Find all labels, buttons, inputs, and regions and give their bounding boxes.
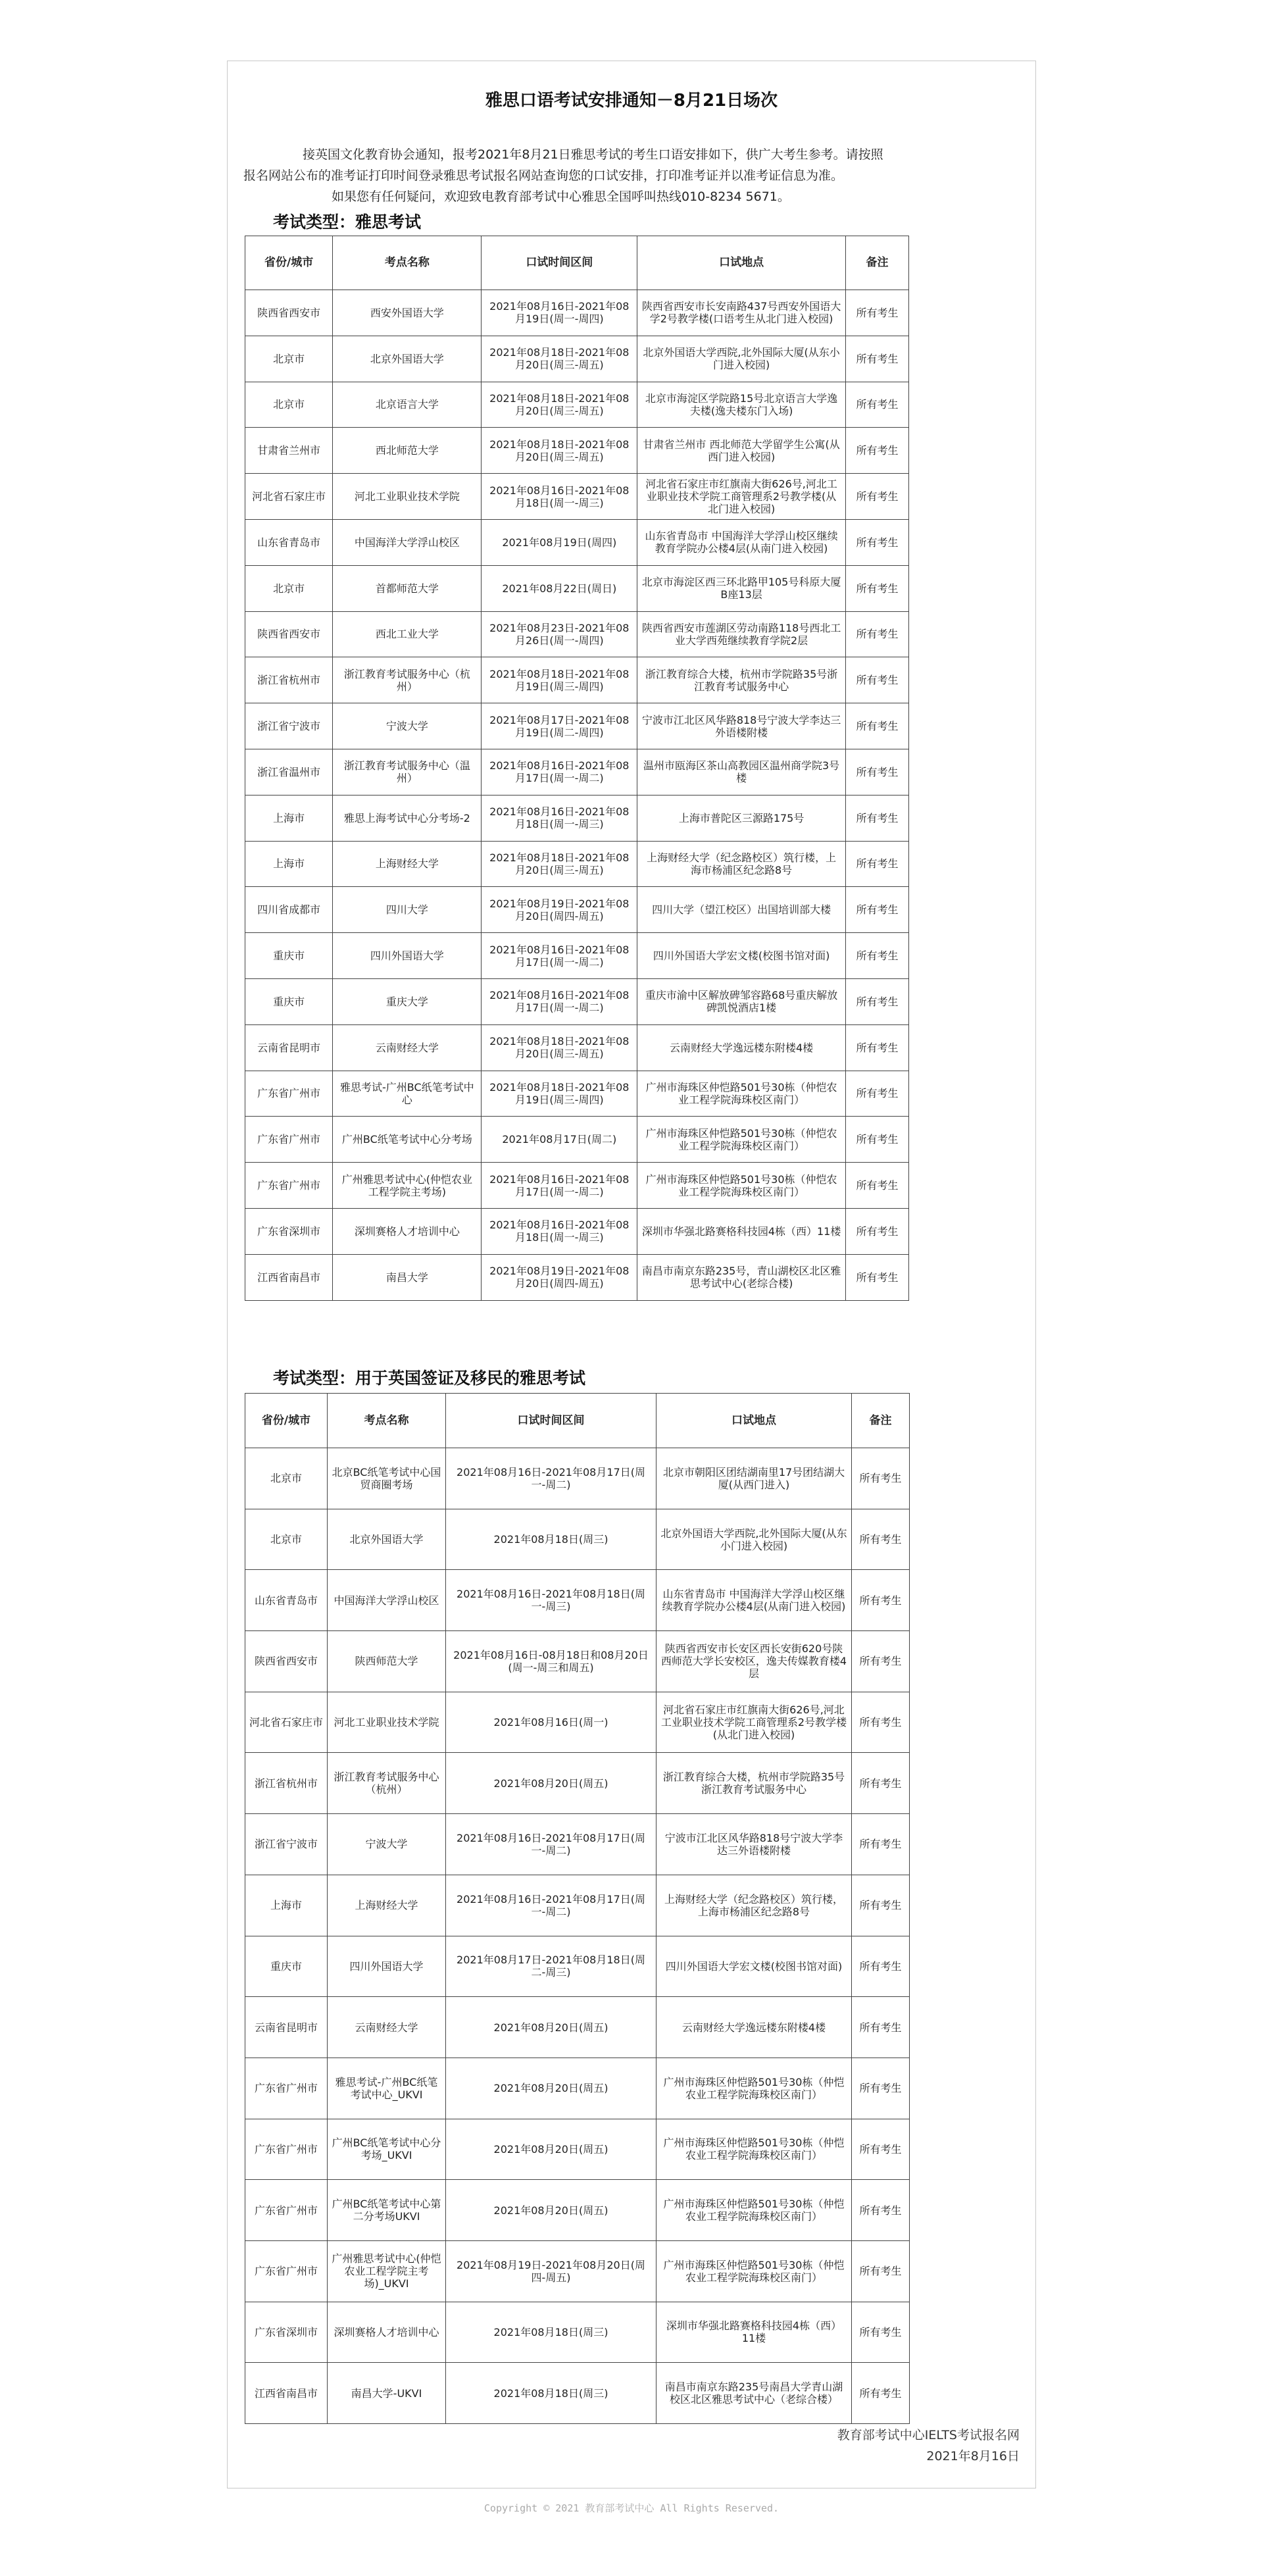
cell-location: 深圳市华强北路赛格科技园4栋（西）11楼 xyxy=(656,2302,852,2363)
cell-note: 所有考生 xyxy=(852,1448,910,1509)
table-row xyxy=(245,1631,910,1692)
cell-note: 所有考生 xyxy=(845,841,908,887)
cell-venue-name: 中国海洋大学浮山校区 xyxy=(328,1570,446,1631)
cell-location: 甘肃省兰州市 西北师范大学留学生公寓(从西门进入校园) xyxy=(637,428,846,474)
cell-note: 所有考生 xyxy=(852,1570,910,1631)
cell-time-range: 2021年08月16日-08月18日和08月20日(周一-周三和周五) xyxy=(446,1631,656,1692)
table-header-row xyxy=(245,1394,910,1448)
cell-venue-name: 西北师范大学 xyxy=(333,428,482,474)
cell-province-city: 重庆市 xyxy=(245,978,333,1024)
cell-time-range: 2021年08月18日(周三) xyxy=(446,1509,656,1570)
cell-time-range: 2021年08月18日-2021年08月20日(周三-周五) xyxy=(482,336,637,382)
cell-time-range: 2021年08月22日(周日) xyxy=(482,565,637,611)
cell-venue-name: 广州雅思考试中心(仲恺农业工程学院主考场) xyxy=(333,1163,482,1209)
cell-venue-name: 宁波大学 xyxy=(333,703,482,749)
cell-location: 宁波市江北区风华路818号宁波大学李达三外语楼附楼 xyxy=(656,1814,852,1875)
cell-time-range: 2021年08月18日-2021年08月19日(周三-周四) xyxy=(482,657,637,703)
cell-venue-name: 南昌大学 xyxy=(333,1254,482,1300)
cell-venue-name: 陕西师范大学 xyxy=(328,1631,446,1692)
cell-venue-name: 重庆大学 xyxy=(333,978,482,1024)
cell-location: 广州市海珠区仲恺路501号30栋（仲恺农业工程学院海珠校区南门） xyxy=(656,2180,852,2241)
cell-venue-name: 云南财经大学 xyxy=(328,1997,446,2058)
table-row xyxy=(245,933,909,979)
table-header-row xyxy=(245,236,909,290)
cell-location: 陕西省西安市长安南路437号西安外国语大学2号教学楼(口语考生从北门进入校园) xyxy=(637,290,846,336)
cell-note: 所有考生 xyxy=(845,657,908,703)
table-row xyxy=(245,1875,910,1936)
cell-province-city: 广东省深圳市 xyxy=(245,2302,328,2363)
cell-venue-name: 西安外国语大学 xyxy=(333,290,482,336)
cell-location: 广州市海珠区仲恺路501号30栋（仲恺农业工程学院海珠校区南门） xyxy=(637,1071,846,1117)
cell-time-range: 2021年08月16日-2021年08月17日(周一-周二) xyxy=(446,1448,656,1509)
table-row xyxy=(245,2302,910,2363)
cell-location: 北京市海淀区西三环北路甲105号科原大厦B座13层 xyxy=(637,565,846,611)
cell-location: 深圳市华强北路赛格科技园4栋（西）11楼 xyxy=(637,1208,846,1254)
cell-location: 宁波市江北区风华路818号宁波大学李达三外语楼附楼 xyxy=(637,703,846,749)
cell-note: 所有考生 xyxy=(845,703,908,749)
cell-province-city: 陕西省西安市 xyxy=(245,290,333,336)
cell-note: 所有考生 xyxy=(845,749,908,795)
cell-province-city: 北京市 xyxy=(245,565,333,611)
cell-province-city: 陕西省西安市 xyxy=(245,611,333,657)
ukvi-schedule-table xyxy=(245,1393,910,2424)
cell-venue-name: 宁波大学 xyxy=(328,1814,446,1875)
cell-note: 所有考生 xyxy=(845,795,908,841)
cell-venue-name: 深圳赛格人才培训中心 xyxy=(328,2302,446,2363)
cell-location: 南昌市南京东路235号，青山湖校区北区雅思考试中心(老综合楼) xyxy=(637,1254,846,1300)
cell-venue-name: 四川大学 xyxy=(333,887,482,933)
cell-province-city: 四川省成都市 xyxy=(245,887,333,933)
cell-time-range: 2021年08月18日-2021年08月20日(周三-周五) xyxy=(482,841,637,887)
cell-location: 广州市海珠区仲恺路501号30栋（仲恺农业工程学院海珠校区南门） xyxy=(656,2240,852,2302)
cell-venue-name: 南昌大学-UKVI xyxy=(328,2363,446,2424)
table-row xyxy=(245,1997,910,2058)
cell-note: 所有考生 xyxy=(852,1509,910,1570)
table-row xyxy=(245,703,909,749)
cell-time-range: 2021年08月19日-2021年08月20日(周四-周五) xyxy=(482,1254,637,1300)
intro-line-2: 报名网站公布的准考证打印时间登录雅思考试报名网站查询您的口试安排，打印准考证并以准考证信息为准。 xyxy=(243,168,844,183)
cell-venue-name: 北京外国语大学 xyxy=(328,1509,446,1570)
cell-note: 所有考生 xyxy=(845,1163,908,1209)
cell-province-city: 山东省青岛市 xyxy=(245,1570,328,1631)
cell-note: 所有考生 xyxy=(845,474,908,520)
cell-venue-name: 北京外国语大学 xyxy=(333,336,482,382)
cell-venue-name: 深圳赛格人才培训中心 xyxy=(333,1208,482,1254)
cell-location: 陕西省西安市长安区西长安街620号陕西师范大学长安校区，逸夫传媒教育楼4层 xyxy=(656,1631,852,1692)
table-row xyxy=(245,2363,910,2424)
cell-province-city: 浙江省杭州市 xyxy=(245,1753,328,1814)
cell-time-range: 2021年08月16日-2021年08月17日(周一-周二) xyxy=(482,1163,637,1209)
signature-date: 2021年8月16日 xyxy=(926,2449,1020,2463)
table-row xyxy=(245,978,909,1024)
cell-location: 温州市瓯海区茶山高教园区温州商学院3号楼 xyxy=(637,749,846,795)
cell-time-range: 2021年08月16日(周一) xyxy=(446,1692,656,1753)
table-row xyxy=(245,336,909,382)
cell-province-city: 广东省广州市 xyxy=(245,1071,333,1117)
cell-note: 所有考生 xyxy=(852,2363,910,2424)
cell-note: 所有考生 xyxy=(845,1208,908,1254)
ielts-schedule-table xyxy=(245,236,909,1301)
cell-province-city: 广东省广州市 xyxy=(245,2058,328,2119)
column-header-venue: 考点名称 xyxy=(328,1394,446,1448)
cell-time-range: 2021年08月16日-2021年08月17日(周一-周二) xyxy=(482,933,637,979)
cell-province-city: 浙江省宁波市 xyxy=(245,703,333,749)
column-header-time-range: 口试时间区间 xyxy=(446,1394,656,1448)
cell-location: 浙江教育综合大楼，杭州市学院路35号浙江教育考试服务中心 xyxy=(656,1753,852,1814)
table-row xyxy=(245,1071,909,1117)
cell-time-range: 2021年08月20日(周五) xyxy=(446,1753,656,1814)
cell-province-city: 上海市 xyxy=(245,795,333,841)
cell-time-range: 2021年08月16日-2021年08月18日(周一-周三) xyxy=(482,795,637,841)
cell-venue-name: 首都师范大学 xyxy=(333,565,482,611)
table-row xyxy=(245,1692,910,1753)
cell-time-range: 2021年08月18日-2021年08月19日(周三-周四) xyxy=(482,1071,637,1117)
cell-location: 四川外国语大学宏文楼(校图书馆对面) xyxy=(656,1936,852,1997)
table-row xyxy=(245,2119,910,2180)
table-row xyxy=(245,1163,909,1209)
signature-org: 教育部考试中心IELTS考试报名网 xyxy=(837,2428,1020,2442)
cell-venue-name: 四川外国语大学 xyxy=(333,933,482,979)
cell-location: 上海财经大学（纪念路校区）筑行楼，上海市杨浦区纪念路8号 xyxy=(656,1875,852,1936)
cell-province-city: 广东省广州市 xyxy=(245,1117,333,1163)
ukvi-table-body xyxy=(245,1448,910,2424)
table-row xyxy=(245,657,909,703)
cell-note: 所有考生 xyxy=(845,1071,908,1117)
cell-venue-name: 上海财经大学 xyxy=(328,1875,446,1936)
cell-venue-name: 河北工业职业技术学院 xyxy=(333,474,482,520)
table-row xyxy=(245,1254,909,1300)
cell-note: 所有考生 xyxy=(852,1814,910,1875)
copyright-text: Copyright © 2021 教育部考试中心 All Rights Reserved. xyxy=(483,2502,780,2514)
cell-note: 所有考生 xyxy=(845,978,908,1024)
cell-province-city: 广东省广州市 xyxy=(245,1163,333,1209)
cell-venue-name: 四川外国语大学 xyxy=(328,1936,446,1997)
cell-province-city: 浙江省杭州市 xyxy=(245,657,333,703)
table-row xyxy=(245,382,909,428)
cell-time-range: 2021年08月20日(周五) xyxy=(446,2058,656,2119)
cell-location: 陕西省西安市莲湖区劳动南路118号西北工业大学西苑继续教育学院2层 xyxy=(637,611,846,657)
cell-location: 重庆市渝中区解放碑邹容路68号重庆解放碑凯悦酒店1楼 xyxy=(637,978,846,1024)
table-row xyxy=(245,1570,910,1631)
column-header-time-range: 口试时间区间 xyxy=(482,236,637,290)
cell-venue-name: 浙江教育考试服务中心（温州） xyxy=(333,749,482,795)
cell-location: 上海财经大学（纪念路校区）筑行楼，上海市杨浦区纪念路8号 xyxy=(637,841,846,887)
cell-province-city: 甘肃省兰州市 xyxy=(245,428,333,474)
cell-location: 北京市海淀区学院路15号北京语言大学逸夫楼(逸夫楼东门入场) xyxy=(637,382,846,428)
cell-time-range: 2021年08月20日(周五) xyxy=(446,2119,656,2180)
table-row xyxy=(245,841,909,887)
cell-note: 所有考生 xyxy=(852,2240,910,2302)
cell-province-city: 北京市 xyxy=(245,1448,328,1509)
cell-time-range: 2021年08月19日(周四) xyxy=(482,519,637,565)
cell-venue-name: 北京语言大学 xyxy=(333,382,482,428)
cell-note: 所有考生 xyxy=(852,2180,910,2241)
cell-note: 所有考生 xyxy=(852,1631,910,1692)
cell-time-range: 2021年08月20日(周五) xyxy=(446,1997,656,2058)
cell-location: 浙江教育综合大楼，杭州市学院路35号浙江教育考试服务中心 xyxy=(637,657,846,703)
cell-location: 北京外国语大学西院,北外国际大厦(从东小门进入校园) xyxy=(637,336,846,382)
cell-location: 广州市海珠区仲恺路501号30栋（仲恺农业工程学院海珠校区南门） xyxy=(656,2058,852,2119)
cell-province-city: 云南省昆明市 xyxy=(245,1997,328,2058)
cell-time-range: 2021年08月17日-2021年08月18日(周二-周三) xyxy=(446,1936,656,1997)
cell-note: 所有考生 xyxy=(845,290,908,336)
cell-note: 所有考生 xyxy=(845,1117,908,1163)
cell-venue-name: 广州雅思考试中心(仲恺农业工程学院主考场)_UKVI xyxy=(328,2240,446,2302)
cell-location: 上海市普陀区三源路175号 xyxy=(637,795,846,841)
cell-location: 北京市朝阳区团结湖南里17号团结湖大厦(从西门进入) xyxy=(656,1448,852,1509)
cell-province-city: 云南省昆明市 xyxy=(245,1024,333,1071)
table-row xyxy=(245,749,909,795)
cell-note: 所有考生 xyxy=(845,887,908,933)
table-row xyxy=(245,519,909,565)
cell-venue-name: 雅思考试-广州BC纸笔考试中心_UKVI xyxy=(328,2058,446,2119)
cell-province-city: 陕西省西安市 xyxy=(245,1631,328,1692)
cell-location: 北京外国语大学西院,北外国际大厦(从东小门进入校园) xyxy=(656,1509,852,1570)
cell-time-range: 2021年08月16日-2021年08月17日(周一-周二) xyxy=(482,978,637,1024)
cell-province-city: 上海市 xyxy=(245,1875,328,1936)
cell-time-range: 2021年08月16日-2021年08月17日(周一-周二) xyxy=(446,1875,656,1936)
table-row xyxy=(245,428,909,474)
cell-time-range: 2021年08月16日-2021年08月17日(周一-周二) xyxy=(446,1814,656,1875)
cell-time-range: 2021年08月17日-2021年08月19日(周二-周四) xyxy=(482,703,637,749)
cell-time-range: 2021年08月18日-2021年08月20日(周三-周五) xyxy=(482,1024,637,1071)
cell-note: 所有考生 xyxy=(852,1936,910,1997)
cell-venue-name: 广州BC纸笔考试中心第二分考场UKVI xyxy=(328,2180,446,2241)
cell-time-range: 2021年08月16日-2021年08月18日(周一-周三) xyxy=(482,474,637,520)
cell-location: 山东省青岛市 中国海洋大学浮山校区继续教育学院办公楼4层(从南门进入校园) xyxy=(656,1570,852,1631)
cell-province-city: 广东省广州市 xyxy=(245,2119,328,2180)
cell-note: 所有考生 xyxy=(845,933,908,979)
cell-location: 广州市海珠区仲恺路501号30栋（仲恺农业工程学院海珠校区南门） xyxy=(637,1163,846,1209)
cell-province-city: 广东省广州市 xyxy=(245,2240,328,2302)
cell-province-city: 重庆市 xyxy=(245,933,333,979)
notice-title: 雅思口语考试安排通知－8月21日场次 xyxy=(485,91,778,111)
cell-note: 所有考生 xyxy=(852,1875,910,1936)
table-row xyxy=(245,290,909,336)
cell-location: 河北省石家庄市红旗南大街626号,河北工业职业技术学院工商管理系2号教学楼(从北门进入校园) xyxy=(637,474,846,520)
cell-note: 所有考生 xyxy=(845,519,908,565)
cell-time-range: 2021年08月23日-2021年08月26日(周一-周四) xyxy=(482,611,637,657)
cell-province-city: 上海市 xyxy=(245,841,333,887)
cell-location: 云南财经大学逸远楼东附楼4楼 xyxy=(656,1997,852,2058)
cell-note: 所有考生 xyxy=(852,2119,910,2180)
cell-note: 所有考生 xyxy=(845,336,908,382)
cell-time-range: 2021年08月16日-2021年08月19日(周一-周四) xyxy=(482,290,637,336)
cell-venue-name: 云南财经大学 xyxy=(333,1024,482,1071)
cell-time-range: 2021年08月16日-2021年08月17日(周一-周二) xyxy=(482,749,637,795)
cell-location: 四川外国语大学宏文楼(校图书馆对面) xyxy=(637,933,846,979)
cell-venue-name: 雅思考试-广州BC纸笔考试中心 xyxy=(333,1071,482,1117)
cell-location: 山东省青岛市 中国海洋大学浮山校区继续教育学院办公楼4层(从南门进入校园) xyxy=(637,519,846,565)
cell-time-range: 2021年08月18日(周三) xyxy=(446,2363,656,2424)
cell-time-range: 2021年08月18日-2021年08月20日(周三-周五) xyxy=(482,428,637,474)
cell-province-city: 北京市 xyxy=(245,382,333,428)
cell-time-range: 2021年08月19日-2021年08月20日(周四-周五) xyxy=(482,887,637,933)
cell-venue-name: 北京BC纸笔考试中心国贸商圈考场 xyxy=(328,1448,446,1509)
table-row xyxy=(245,474,909,520)
ielts-table-body xyxy=(245,290,909,1301)
table-row xyxy=(245,1117,909,1163)
cell-note: 所有考生 xyxy=(845,1024,908,1071)
table-row xyxy=(245,2058,910,2119)
table-row xyxy=(245,1936,910,1997)
column-header-location: 口试地点 xyxy=(656,1394,852,1448)
table-row xyxy=(245,611,909,657)
cell-location: 广州市海珠区仲恺路501号30栋（仲恺农业工程学院海珠校区南门） xyxy=(637,1117,846,1163)
cell-time-range: 2021年08月19日-2021年08月20日(周四-周五) xyxy=(446,2240,656,2302)
column-header-note: 备注 xyxy=(845,236,908,290)
cell-province-city: 江西省南昌市 xyxy=(245,2363,328,2424)
table-row xyxy=(245,1814,910,1875)
cell-province-city: 浙江省温州市 xyxy=(245,749,333,795)
intro-line-3: 如果您有任何疑问，欢迎致电教育部考试中心雅思全国呼叫热线010-8234 5671。 xyxy=(332,189,790,204)
cell-venue-name: 西北工业大学 xyxy=(333,611,482,657)
cell-province-city: 山东省青岛市 xyxy=(245,519,333,565)
table-row xyxy=(245,2240,910,2302)
cell-venue-name: 浙江教育考试服务中心（杭州） xyxy=(333,657,482,703)
cell-venue-name: 广州BC纸笔考试中心分考场 xyxy=(333,1117,482,1163)
ukvi-section-heading: 考试类型：用于英国签证及移民的雅思考试 xyxy=(273,1369,586,1388)
cell-province-city: 北京市 xyxy=(245,336,333,382)
cell-note: 所有考生 xyxy=(852,1753,910,1814)
cell-time-range: 2021年08月18日(周三) xyxy=(446,2302,656,2363)
cell-venue-name: 中国海洋大学浮山校区 xyxy=(333,519,482,565)
table-row xyxy=(245,795,909,841)
cell-note: 所有考生 xyxy=(845,565,908,611)
cell-note: 所有考生 xyxy=(845,382,908,428)
cell-note: 所有考生 xyxy=(852,1997,910,2058)
cell-time-range: 2021年08月16日-2021年08月18日(周一-周三) xyxy=(446,1570,656,1631)
table-row xyxy=(245,1753,910,1814)
cell-venue-name: 浙江教育考试服务中心（杭州） xyxy=(328,1753,446,1814)
cell-province-city: 河北省石家庄市 xyxy=(245,474,333,520)
cell-province-city: 广东省深圳市 xyxy=(245,1208,333,1254)
table-row xyxy=(245,1208,909,1254)
cell-venue-name: 雅思上海考试中心分考场-2 xyxy=(333,795,482,841)
cell-note: 所有考生 xyxy=(852,2058,910,2119)
cell-province-city: 广东省广州市 xyxy=(245,2180,328,2241)
table-row xyxy=(245,1509,910,1570)
table-row xyxy=(245,565,909,611)
cell-location: 四川大学（望江校区）出国培训部大楼 xyxy=(637,887,846,933)
cell-note: 所有考生 xyxy=(845,611,908,657)
column-header-note: 备注 xyxy=(852,1394,910,1448)
cell-time-range: 2021年08月16日-2021年08月18日(周一-周三) xyxy=(482,1208,637,1254)
column-header-location: 口试地点 xyxy=(637,236,846,290)
table-row xyxy=(245,887,909,933)
cell-province-city: 浙江省宁波市 xyxy=(245,1814,328,1875)
table-row xyxy=(245,1024,909,1071)
cell-note: 所有考生 xyxy=(852,1692,910,1753)
cell-time-range: 2021年08月20日(周五) xyxy=(446,2180,656,2241)
cell-venue-name: 上海财经大学 xyxy=(333,841,482,887)
column-header-province: 省份/城市 xyxy=(245,1394,328,1448)
cell-venue-name: 广州BC纸笔考试中心分考场_UKVI xyxy=(328,2119,446,2180)
intro-line-1: 接英国文化教育协会通知，报考2021年8月21日雅思考试的考生口语安排如下，供广大考生参考。请按照 xyxy=(303,147,883,162)
cell-note: 所有考生 xyxy=(845,1254,908,1300)
ielts-section-heading: 考试类型：雅思考试 xyxy=(273,213,422,232)
cell-location: 河北省石家庄市红旗南大街626号,河北工业职业技术学院工商管理系2号教学楼(从北门进入校园) xyxy=(656,1692,852,1753)
cell-note: 所有考生 xyxy=(852,2302,910,2363)
cell-location: 云南财经大学逸远楼东附楼4楼 xyxy=(637,1024,846,1071)
cell-province-city: 江西省南昌市 xyxy=(245,1254,333,1300)
cell-time-range: 2021年08月17日(周二) xyxy=(482,1117,637,1163)
table-row xyxy=(245,2180,910,2241)
cell-location: 南昌市南京东路235号南昌大学青山湖校区北区雅思考试中心（老综合楼） xyxy=(656,2363,852,2424)
column-header-province: 省份/城市 xyxy=(245,236,333,290)
cell-province-city: 重庆市 xyxy=(245,1936,328,1997)
cell-venue-name: 河北工业职业技术学院 xyxy=(328,1692,446,1753)
cell-location: 广州市海珠区仲恺路501号30栋（仲恺农业工程学院海珠校区南门） xyxy=(656,2119,852,2180)
column-header-venue: 考点名称 xyxy=(333,236,482,290)
cell-province-city: 北京市 xyxy=(245,1509,328,1570)
cell-time-range: 2021年08月18日-2021年08月20日(周三-周五) xyxy=(482,382,637,428)
cell-province-city: 河北省石家庄市 xyxy=(245,1692,328,1753)
cell-note: 所有考生 xyxy=(845,428,908,474)
table-row xyxy=(245,1448,910,1509)
